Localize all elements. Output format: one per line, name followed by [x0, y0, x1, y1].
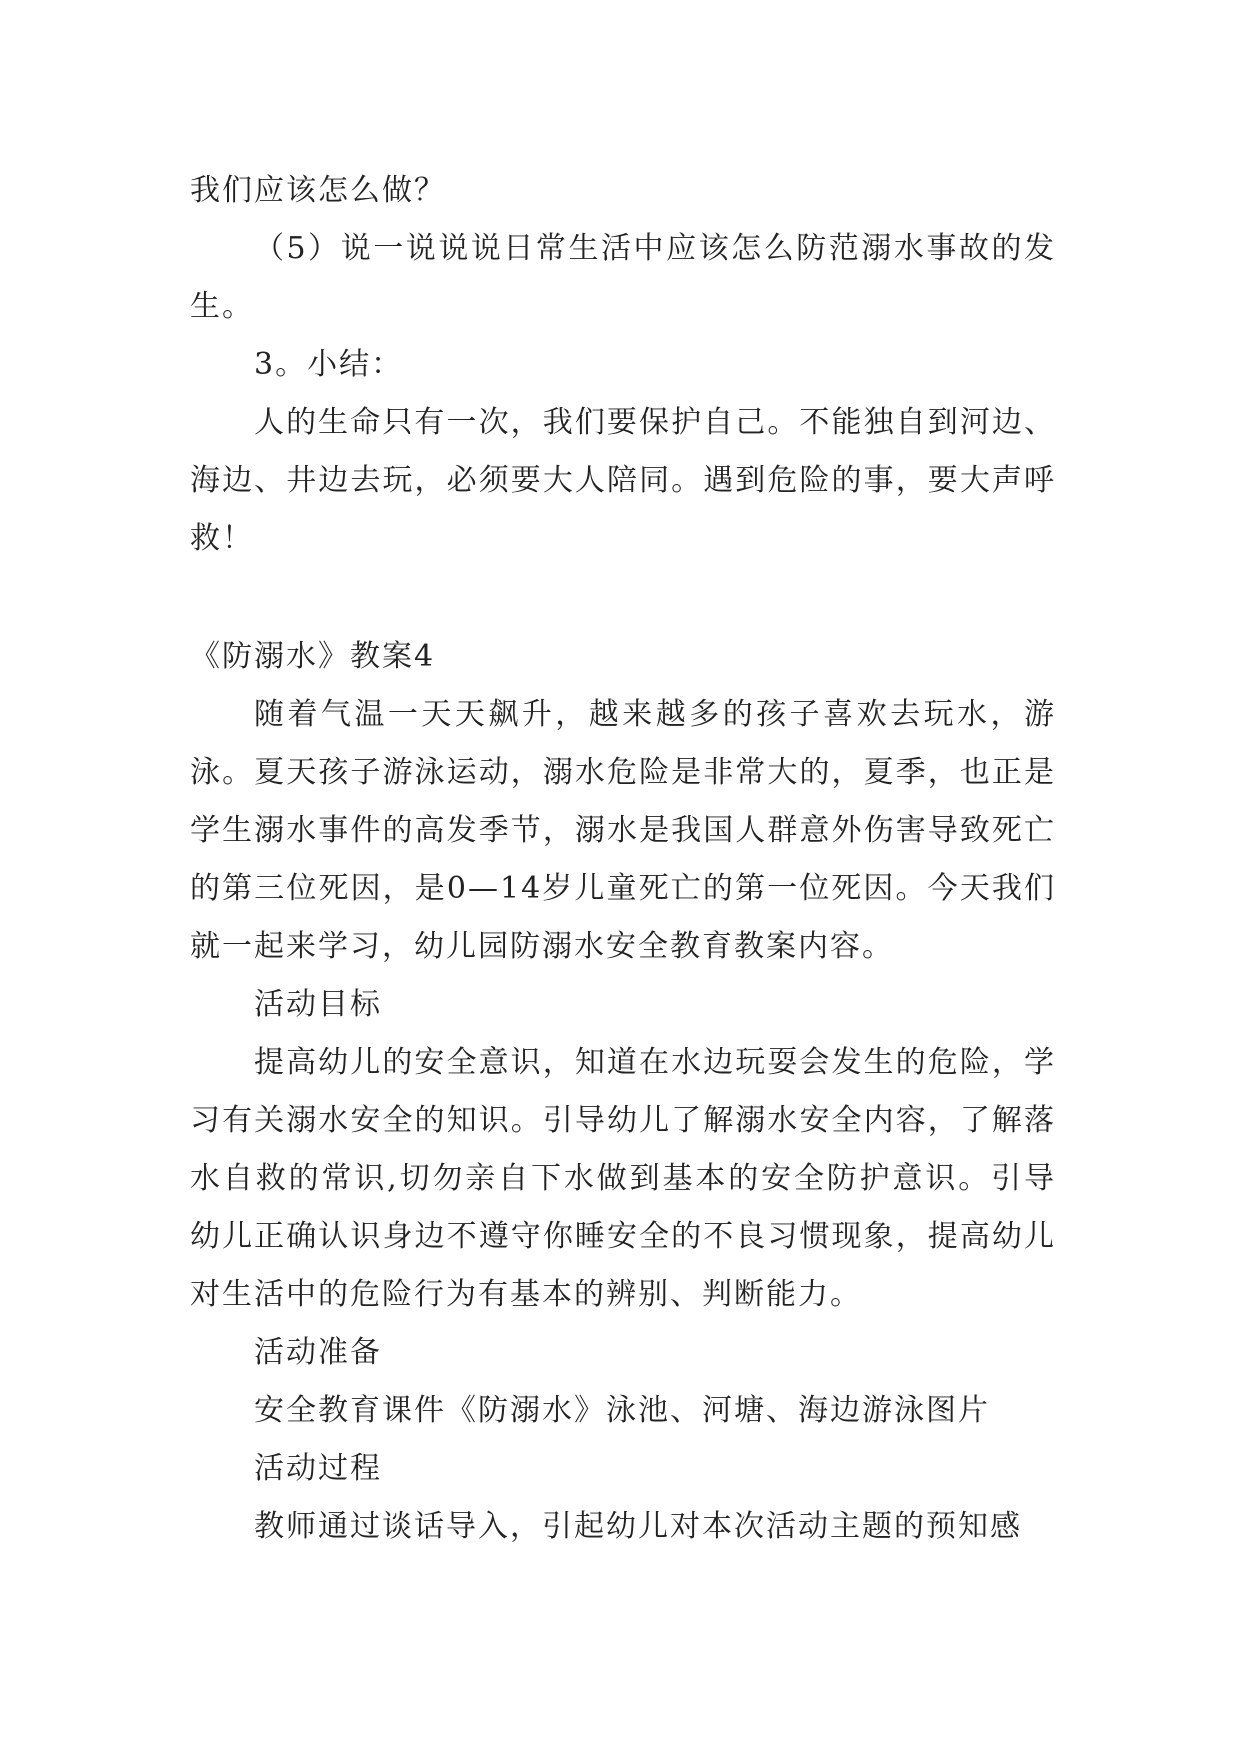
paragraph-continuation: 我们应该怎么做？: [190, 173, 446, 208]
heading-activity-process: 活动过程: [254, 1451, 382, 1486]
paragraph-step-5: （5）说一说说说日常生活中应该怎么防范溺水事故的发生。: [190, 231, 1056, 324]
heading-activity-preparation: 活动准备: [254, 1335, 382, 1370]
paragraph-activity-process: 教师通过谈话导入，引起幼儿对本次活动主题的预知感: [254, 1509, 1022, 1544]
paragraph-intro: 随着气温一天天飙升，越来越多的孩子喜欢去玩水，游泳。夏天孩子游泳运动，溺水危险是非常大的，夏季，也正是学生溺水事件的高发季节，溺水是我国人群意外伤害导致死亡的第三位死因，是0—14岁儿童死亡的第一位死因。今天我们就一起来学习，幼儿园防溺水安全教育教案内容。: [190, 697, 1056, 964]
heading-activity-goals: 活动目标: [254, 987, 382, 1022]
paragraph-summary: 人的生命只有一次，我们要保护自己。不能独自到河边、海边、井边去玩，必须要大人陪同。遇到危险的事，要大声呼救！: [190, 405, 1056, 556]
document-body: [190, 162, 1056, 1556]
paragraph-activity-goals: 提高幼儿的安全意识，知道在水边玩耍会发生的危险，学习有关溺水安全的知识。引导幼儿了解溺水安全内容，了解落水自救的常识,切勿亲自下水做到基本的安全防护意识。引导幼儿正确认识身边不遵守你睡安全的不良习惯现象，提高幼儿对生活中的危险行为有基本的辨别、判断能力。: [190, 1045, 1056, 1312]
paragraph-activity-preparation: 安全教育课件《防溺水》泳池、河塘、海边游泳图片: [254, 1393, 990, 1428]
section-title: 《防溺水》教案4: [190, 639, 436, 674]
paragraph-summary-heading: 3。小结：: [254, 347, 404, 382]
